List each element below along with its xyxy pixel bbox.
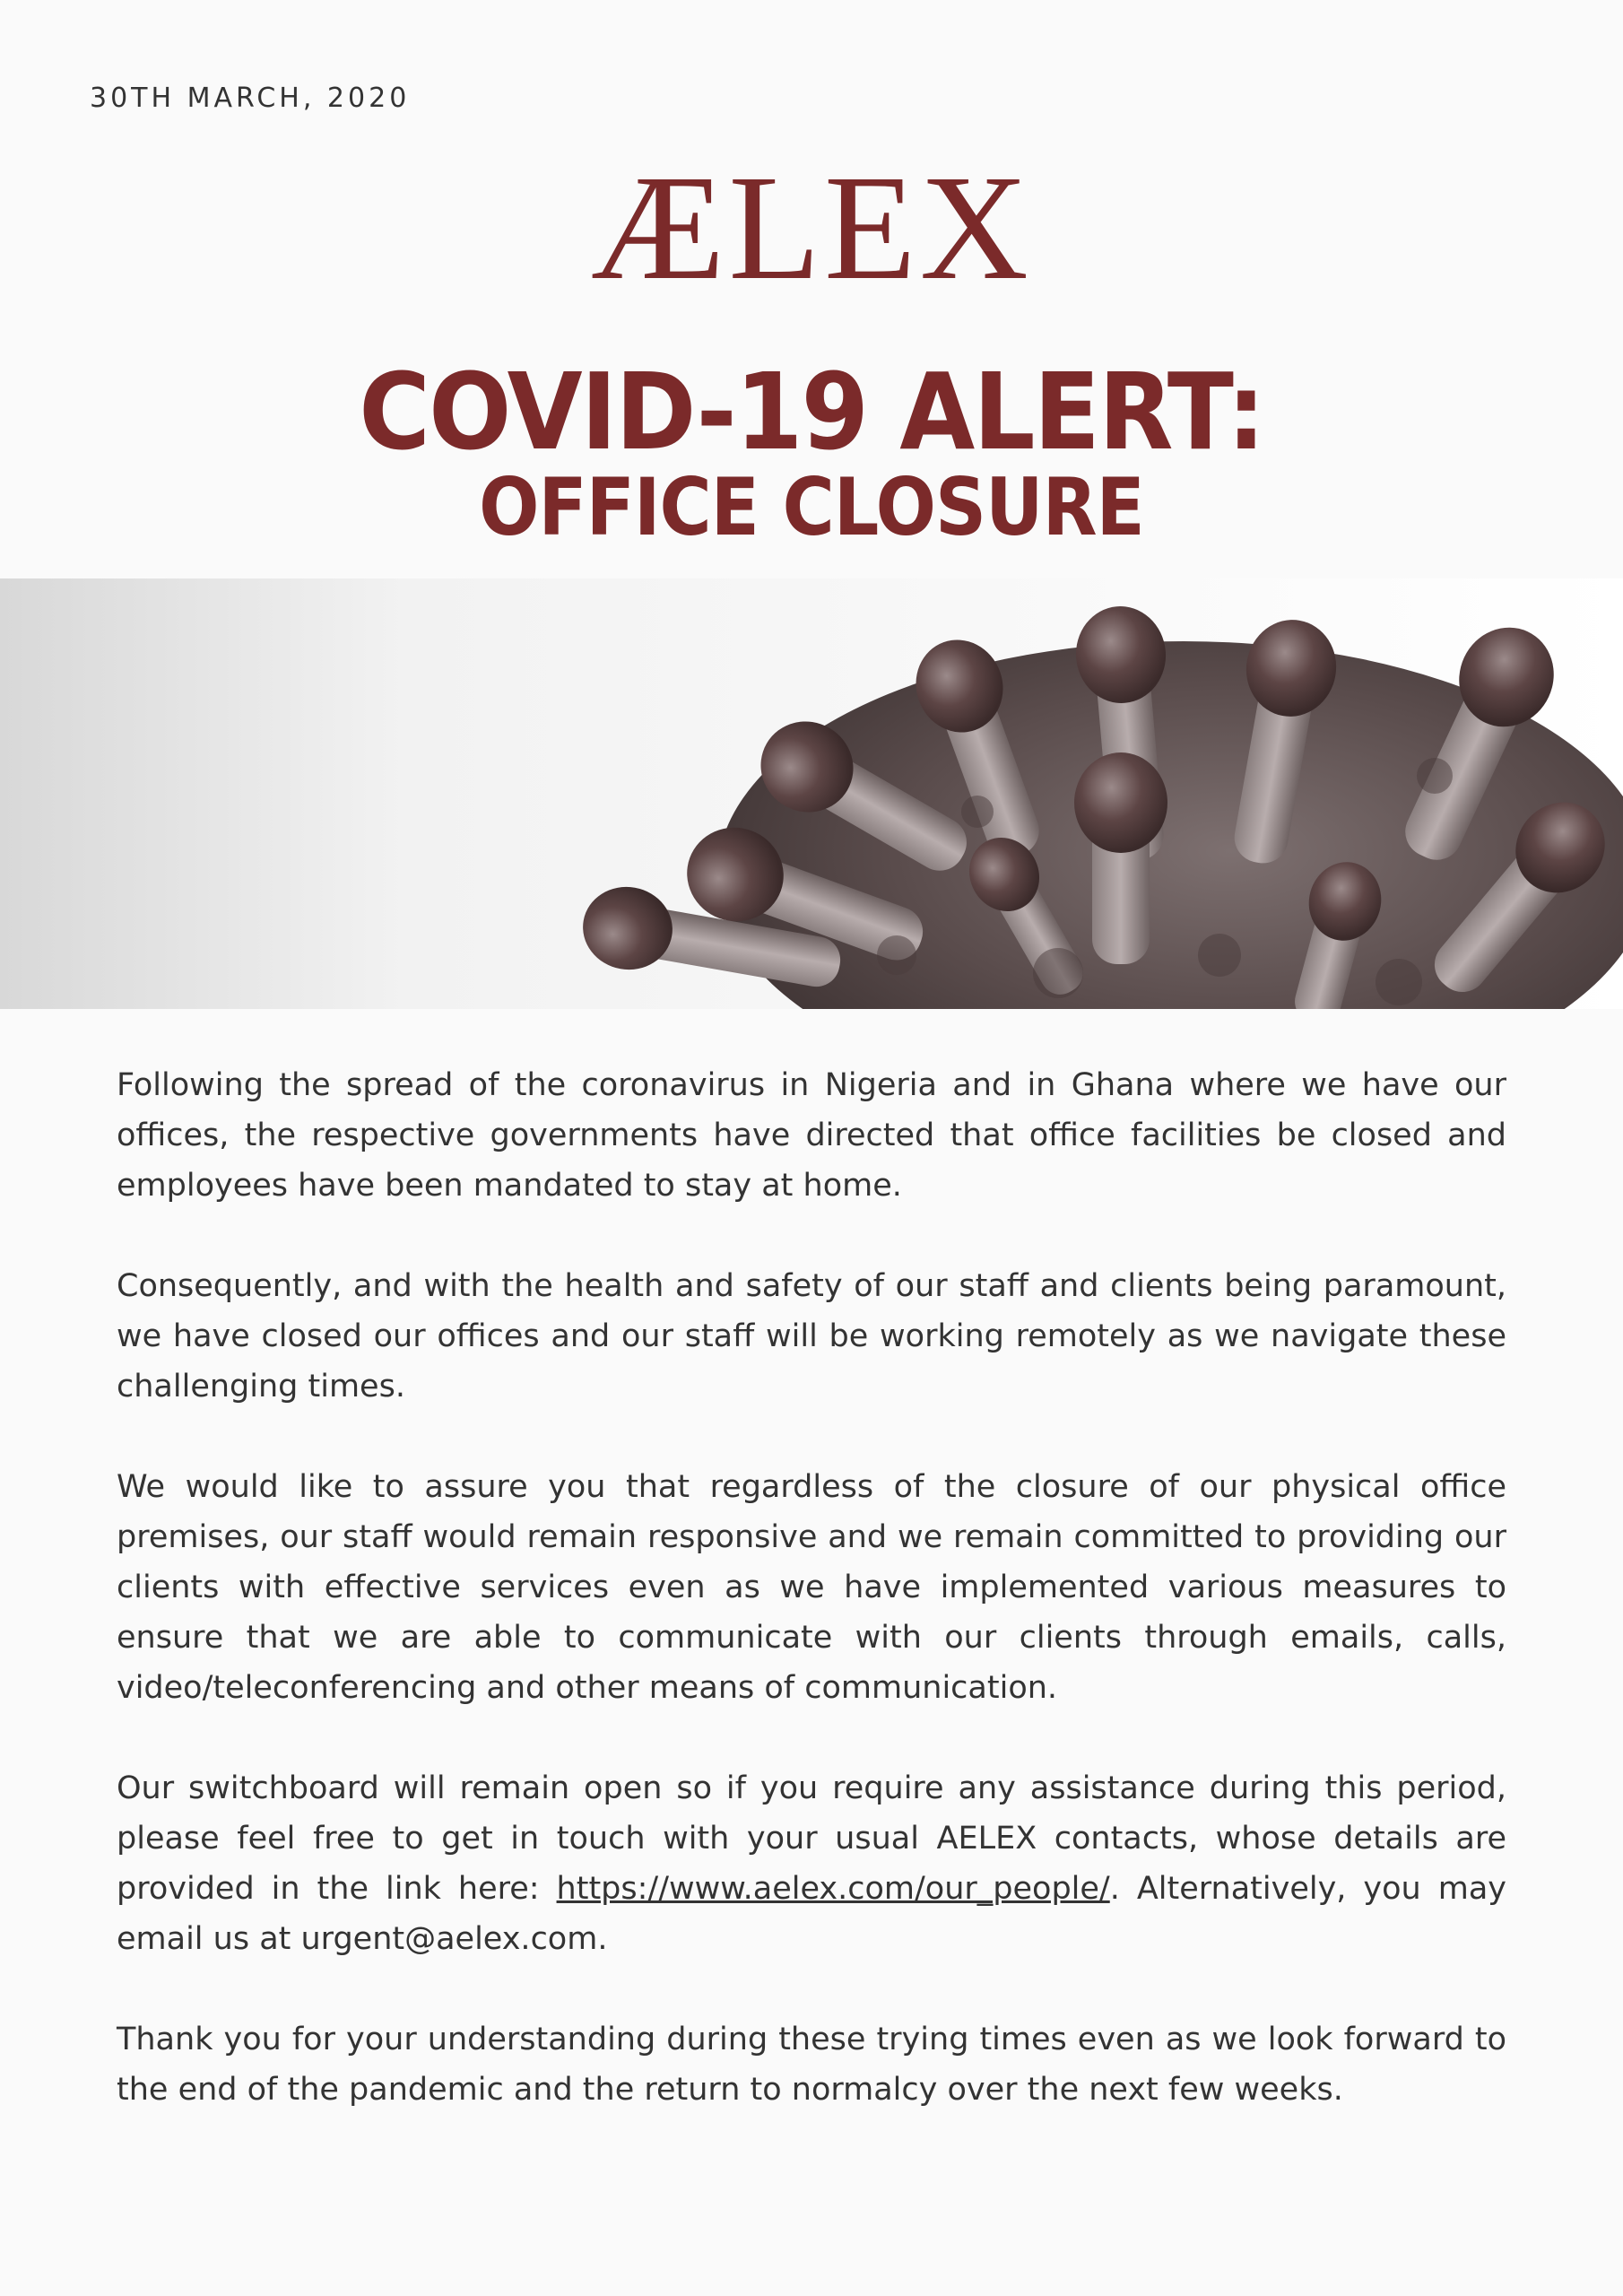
page-title: COVID-19 ALERT: xyxy=(359,350,1264,474)
paragraph-4 xyxy=(117,1763,1506,1964)
date-line: 30TH MARCH, 2020 xyxy=(90,83,411,114)
aelex-logo: ÆLEX xyxy=(591,144,1032,311)
paragraph-4-text-end: . Alternatively, you may email us at urgent@aelex.com. xyxy=(117,1871,1506,1957)
paragraph-3: We would like to assure you that regardless of the closure of our physical office premises, our staff would remain responsive and we remain committed to providing our clients with effective services even as we have implemented various measures to ensure that we are able to communicate with our clients through emails, calls, video/teleconferencing and other means of communication. xyxy=(117,1469,1506,1706)
page-subtitle: OFFICE CLOSURE xyxy=(479,461,1144,553)
letter-body xyxy=(117,1060,1506,2165)
paragraph-2: Consequently, and with the health and safety of our staff and clients being paramount, we have closed our offices and our staff will be working remotely as we navigate these challenging times. xyxy=(117,1268,1506,1405)
our-people-link[interactable]: https://www.aelex.com/our_people/ xyxy=(556,1871,1110,1907)
paragraph-5: Thank you for your understanding during these trying times even as we look forward to the end of the pandemic and the return to normalcy over the next few weeks. xyxy=(117,2022,1506,2108)
paragraph-4-text: Our switchboard will remain open so if you require any assistance during this period, please feel free to get in touch with your usual AELEX contacts, whose details are provided in the link here: xyxy=(117,1770,1506,1907)
paragraph-1: Following the spread of the coronavirus in Nigeria and in Ghana where we have our offices, the respective governments have directed that office facilities be closed and employees have been mandated to stay at home. xyxy=(117,1067,1506,1204)
coronavirus-image xyxy=(0,578,1623,1009)
